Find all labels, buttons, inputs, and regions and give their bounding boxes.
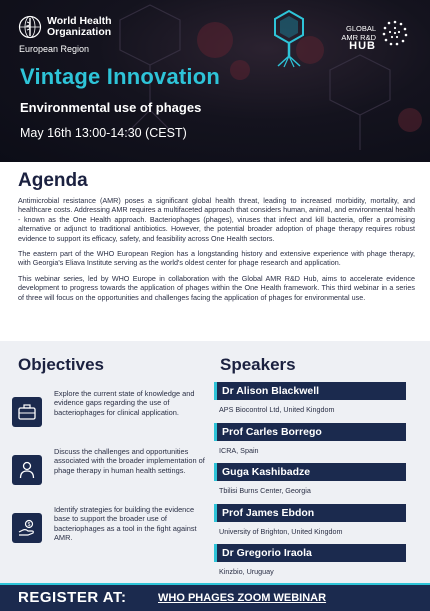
objective-text: Explore the current state of knowledge and evidence gaps regarding the use of bacteriophages for clinical application. [54, 389, 195, 417]
objective-item [12, 389, 207, 427]
org-name-line1: World Health [47, 15, 112, 27]
hub-name [341, 24, 376, 51]
speaker-card [214, 463, 424, 495]
speaker-card [214, 504, 424, 536]
objective-item [12, 447, 207, 485]
svg-text:$: $ [27, 522, 31, 528]
objective-item [12, 505, 207, 543]
briefcase-icon [12, 397, 42, 427]
hub-line2: AMR R&D [341, 33, 376, 42]
event-datetime: May 16th 13:00-14:30 (CEST) [20, 126, 187, 140]
register-footer [0, 583, 430, 611]
header-banner [0, 0, 430, 162]
bacteriophage-icon [272, 10, 306, 68]
speaker-card [214, 423, 424, 455]
speaker-affiliation: Kinzbio, Uruguay [219, 567, 274, 576]
hub-line1: GLOBAL [345, 24, 376, 33]
who-logo [18, 15, 112, 39]
speaker-card [214, 544, 424, 576]
speaker-name: Dr Alison Blackwell [214, 382, 406, 400]
agenda-paragraph: Antimicrobial resistance (AMR) poses a significant global health threat, leading to increased morbidity, mortality, and healthcare costs. Addressing AMR requires a multifaceted approach that considers human, animal, and environmental health - known as the One Health approach. Bacteriophages (phages), viruses that infect and kill bacteria, offer a promising alternative or adjunct to traditional antibiotics. However, the potential broader adoption of phage therapy requires robust evidence to support its efficacy, safety, and feasibility across One Health sectors. [18, 196, 415, 243]
who-emblem-icon [18, 15, 42, 39]
agenda-heading: Agenda [18, 170, 88, 191]
speaker-name: Prof Carles Borrego [214, 423, 406, 441]
hub-line3: HUB [349, 40, 376, 52]
who-org-name [47, 16, 112, 38]
person-icon [12, 455, 42, 485]
speaker-name: Dr Gregorio Iraola [214, 544, 406, 562]
objectives-speakers-panel [0, 341, 430, 583]
speaker-affiliation: ICRA, Spain [219, 446, 259, 455]
hand-coin-icon [12, 513, 42, 543]
speaker-name: Prof James Ebdon [214, 504, 406, 522]
org-name-line2: Organization [47, 26, 112, 38]
org-region: European Region [19, 44, 90, 54]
agenda-body [18, 196, 415, 308]
objectives-heading: Objectives [18, 355, 104, 374]
speaker-affiliation: University of Brighton, United Kingdom [219, 527, 343, 536]
speaker-card [214, 382, 424, 414]
agenda-paragraph: The eastern part of the WHO European Region has a longstanding history and extensive experience with phage therapy, with Georgia's Eliava Institute serving as the world's oldest center for phage research and application. [18, 249, 415, 268]
speaker-affiliation: Tbilisi Burns Center, Georgia [219, 486, 311, 495]
amr-hub-logo [341, 20, 408, 51]
speakers-heading: Speakers [220, 355, 296, 374]
event-subtitle: Environmental use of phages [20, 100, 202, 115]
agenda-paragraph: This webinar series, led by WHO Europe in collaboration with the Global AMR R&D Hub, aims to accelerate evidence development to progress towards the application of phages within the One Health framework. This third webinar in a series of three will focus on the opportunities and challenges facing the application of phages for environmental use. [18, 273, 415, 302]
speaker-affiliation: APS Biocontrol Ltd, United Kingdom [219, 405, 335, 414]
objective-text: Identify strategies for building the evidence base to support the broader use of bacteriophages as a tool in the fight against AMR. [54, 505, 197, 542]
hub-dots-icon [382, 20, 408, 46]
objective-text: Discuss the challenges and opportunities associated with the broader implementation of phage therapy in human health settings. [54, 447, 205, 475]
register-link[interactable]: WHO PHAGES ZOOM WEBINAR [158, 592, 327, 604]
register-label: REGISTER AT: [18, 589, 127, 606]
speaker-name: Guga Kashibadze [214, 463, 406, 481]
event-title: Vintage Innovation [20, 64, 220, 89]
